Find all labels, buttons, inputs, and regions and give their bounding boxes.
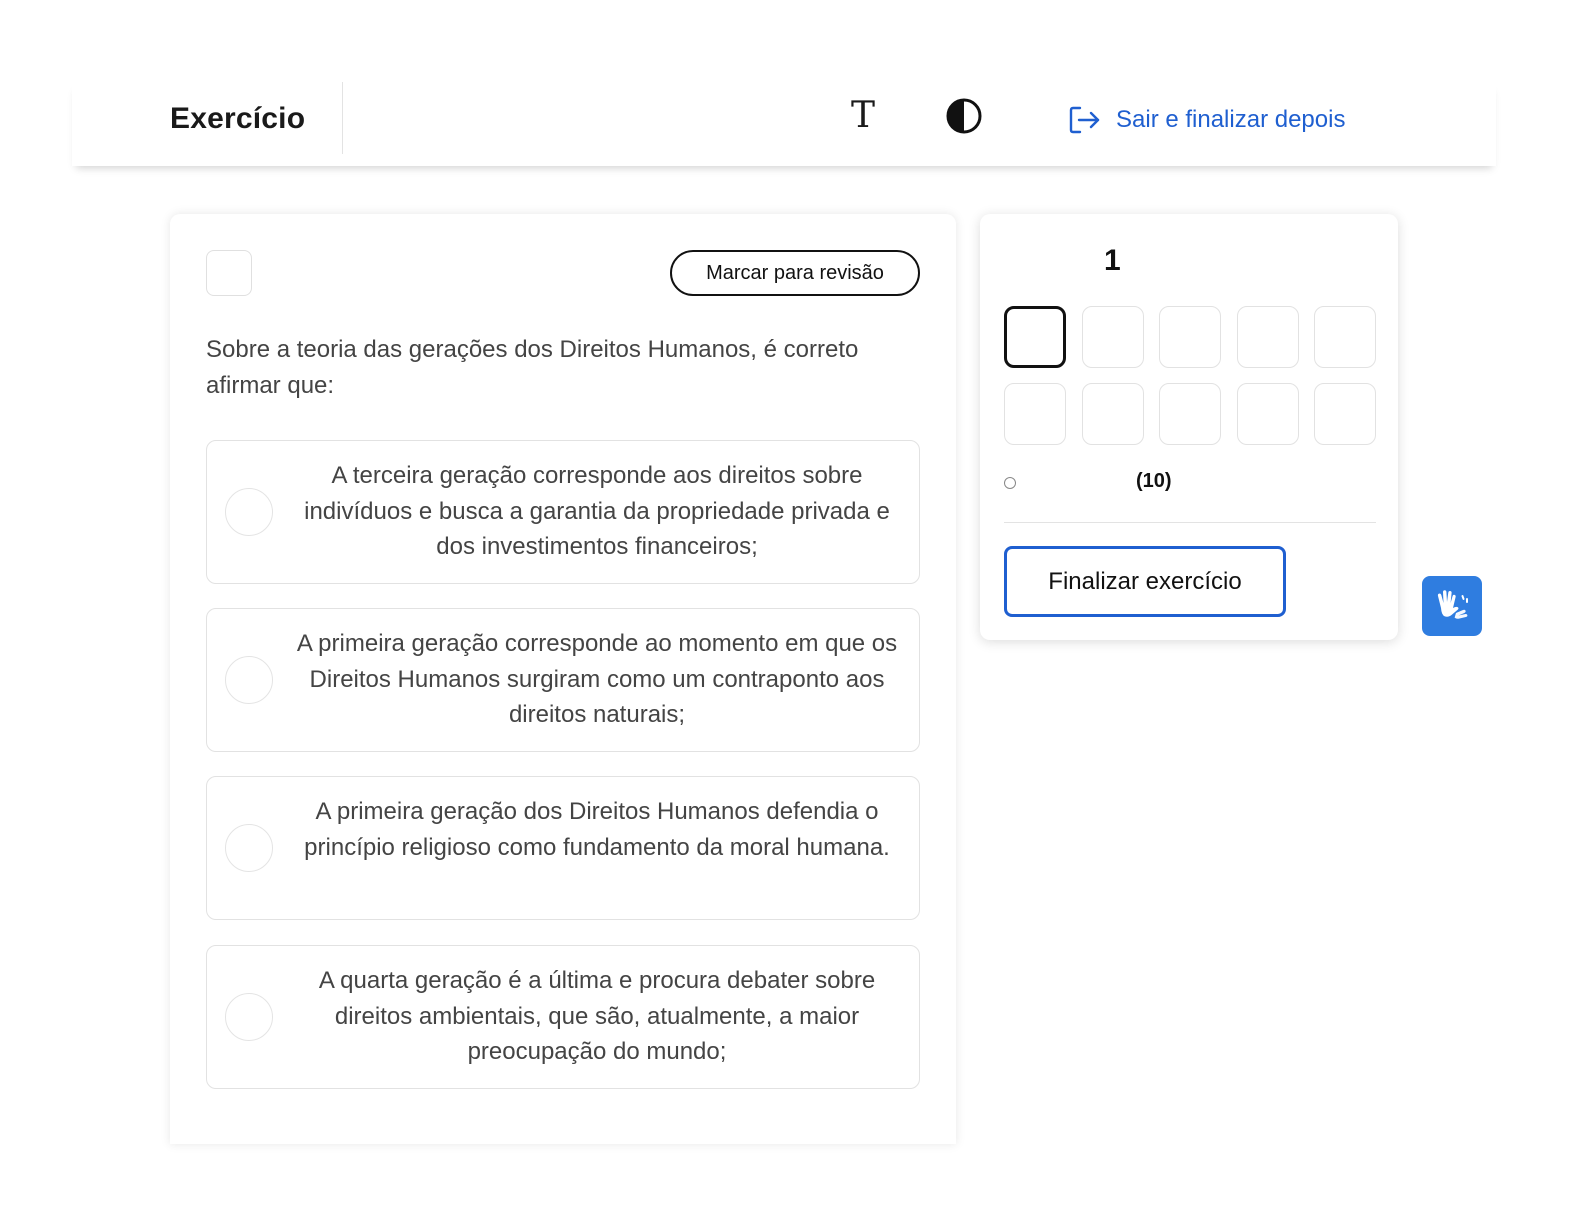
question-nav-cell[interactable]	[1159, 306, 1221, 368]
navigator-divider	[1004, 522, 1376, 523]
answer-option-3[interactable]	[206, 776, 920, 920]
question-nav-cell[interactable]	[1004, 383, 1066, 445]
option-text: A primeira geração corresponde ao momento em que os Direitos Humanos surgiram como um contraponto aos direitos naturais;	[296, 630, 898, 728]
answer-option-4[interactable]	[206, 945, 920, 1089]
legend	[1004, 470, 1376, 496]
radio-button[interactable]	[225, 824, 273, 872]
question-grid	[1004, 306, 1376, 445]
question-text: Sobre a teoria das gerações dos Direitos Humanos, é correto afirmar que:	[206, 336, 859, 399]
question-navigator	[980, 214, 1398, 640]
question-card	[170, 214, 956, 1144]
question-nav-cell[interactable]	[1237, 306, 1299, 368]
unanswered-dot-icon	[1004, 477, 1016, 489]
font-size-icon: T	[850, 95, 875, 136]
exit-label: Sair e finalizar depois	[1116, 106, 1346, 133]
question-nav-cell[interactable]	[1082, 383, 1144, 445]
question-nav-cell[interactable]	[1237, 383, 1299, 445]
sign-language-hands-icon	[1432, 586, 1472, 626]
option-text: A terceira geração corresponde aos direitos sobre indivíduos e busca a garantia da propriedade privada e dos investimentos financeiros;	[304, 462, 890, 560]
header-divider	[342, 82, 343, 154]
vlibras-button[interactable]	[1422, 576, 1482, 636]
radio-button[interactable]	[225, 488, 273, 536]
mark-for-review-button[interactable]: Marcar para revisão	[670, 250, 920, 296]
exit-finish-later-link[interactable]	[1068, 100, 1345, 140]
question-nav-cell[interactable]	[1082, 306, 1144, 368]
unanswered-count: (10)	[1136, 470, 1172, 492]
question-nav-cell[interactable]	[1159, 383, 1221, 445]
question-nav-cell[interactable]	[1004, 306, 1066, 368]
question-checkbox[interactable]	[206, 250, 252, 296]
question-nav-cell[interactable]	[1314, 383, 1376, 445]
option-text: A primeira geração dos Direitos Humanos defendia o princípio religioso como fundamento da moral humana.	[304, 798, 890, 861]
app-header	[72, 82, 1496, 166]
logout-icon	[1068, 104, 1102, 136]
page-title: Exercício	[170, 102, 306, 135]
radio-button[interactable]	[225, 656, 273, 704]
finish-exercise-button[interactable]: Finalizar exercício	[1004, 546, 1286, 617]
option-text: A quarta geração é a última e procura debater sobre direitos ambientais, que são, atualmente, a maior preocupação do mundo;	[318, 967, 876, 1065]
question-nav-cell[interactable]	[1314, 306, 1376, 368]
contrast-button[interactable]	[942, 94, 986, 138]
contrast-icon	[945, 97, 983, 135]
answer-option-1[interactable]	[206, 440, 920, 584]
current-question-number: 1	[1104, 244, 1121, 277]
font-size-button[interactable]	[841, 94, 885, 138]
radio-button[interactable]	[225, 993, 273, 1041]
answer-option-2[interactable]	[206, 608, 920, 752]
